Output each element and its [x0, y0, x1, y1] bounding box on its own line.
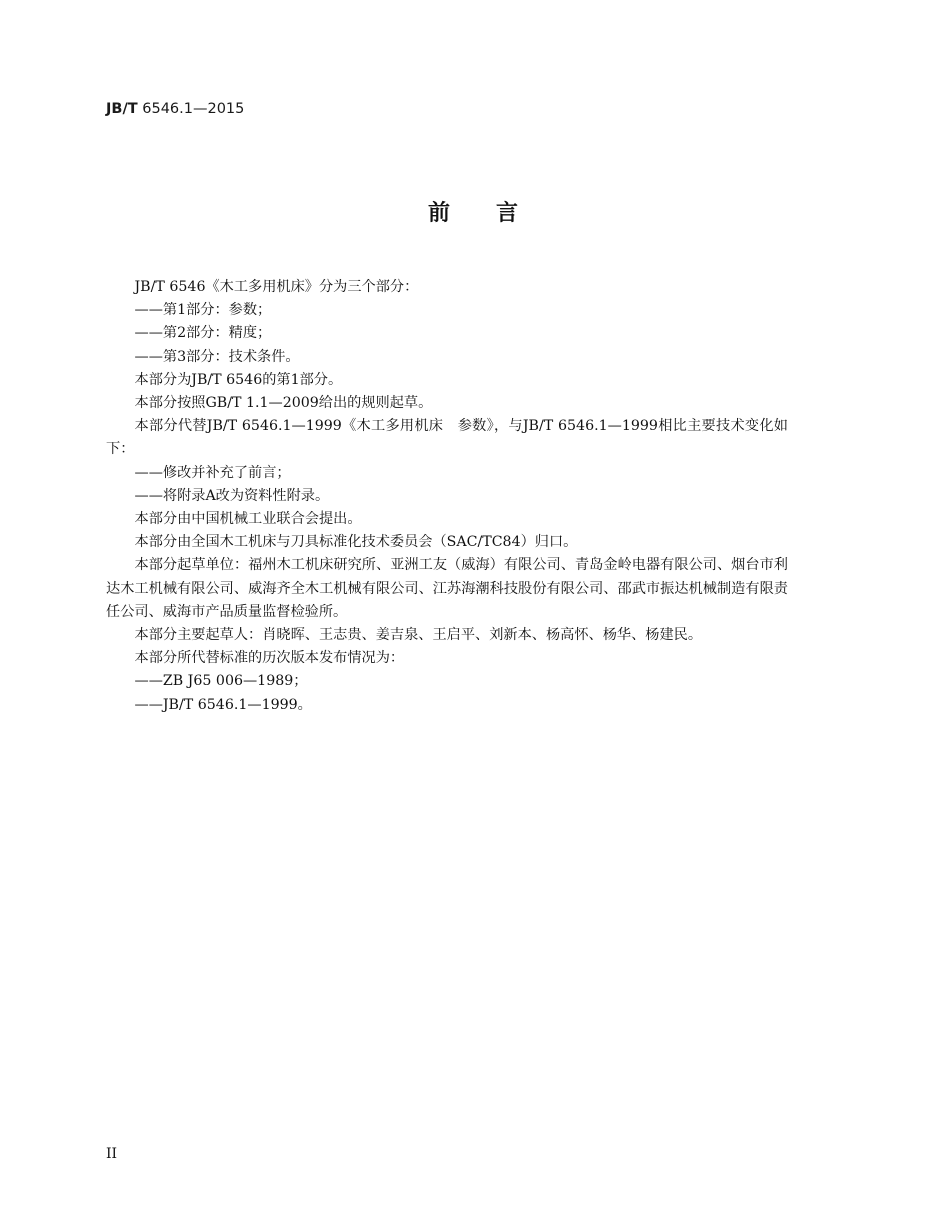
page-number: II	[106, 1146, 118, 1162]
paragraph: 本部分所代替标准的历次版本发布情况为：	[134, 650, 405, 667]
standard-code-prefix: JB/T	[106, 101, 138, 117]
paragraph: ——第1部分：参数；	[134, 302, 272, 319]
paragraph: 本部分代替JB/T 6546.1—1999《木工多用机床 参数》，与JB/T 6546.1—1999相比主要技术变化如下：	[106, 418, 788, 458]
paragraph: 本部分主要起草人：肖晓晖、王志贵、姜吉泉、王启平、刘新本、杨高怀、杨华、杨建民。	[134, 627, 703, 644]
standard-code-number: 6546.1—2015	[137, 101, 245, 117]
paragraph: ——将附录A改为资料性附录。	[134, 487, 330, 504]
paragraph: 本部分由全国木工机床与刀具标准化技术委员会（SAC/TC84）归口。	[134, 534, 578, 551]
paragraph: ——第2部分：精度；	[134, 325, 272, 342]
paragraph: ——第3部分：技术条件。	[134, 348, 300, 365]
paragraph: ——JB/T 6546.1—1999。	[134, 696, 312, 713]
paragraph: ——ZB J65 006—1989；	[134, 673, 308, 690]
paragraph: 本部分为JB/T 6546的第1部分。	[134, 371, 343, 388]
paragraph: 本部分起草单位：福州木工机床研究所、亚洲工友（威海）有限公司、青岛金岭电器有限公司、烟台市利达木工机械有限公司、威海齐全木工机械有限公司、江苏海潮科技股份有限公司、邵武市振达机械制造有限责任公司、威海市产品质量监督检验所。	[106, 557, 788, 620]
paragraph: 本部分由中国机械工业联合会提出。	[134, 511, 362, 528]
standard-code	[106, 101, 244, 117]
section-title: 前言	[427, 201, 564, 226]
paragraph: 本部分按照GB/T 1.1—2009给出的规则起草。	[134, 395, 433, 412]
paragraph: JB/T 6546《木工多用机床》分为三个部分：	[134, 279, 419, 295]
foreword-body	[106, 276, 788, 717]
paragraph: ——修改并补充了前言；	[134, 464, 291, 481]
